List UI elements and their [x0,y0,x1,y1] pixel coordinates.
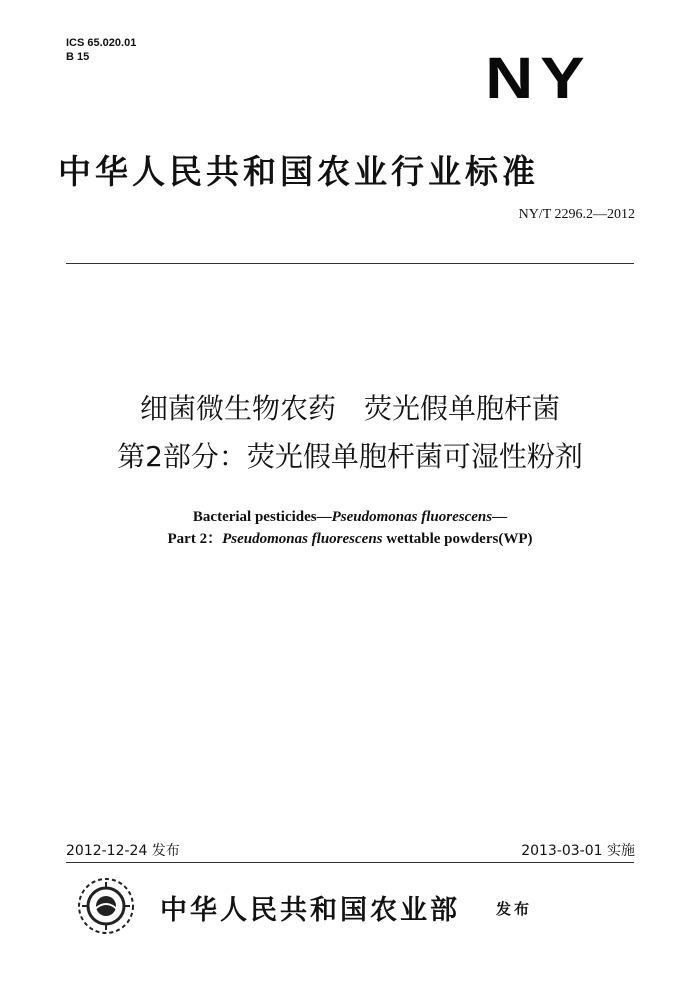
classification-codes [66,36,136,64]
standard-type-title: 中华人民共和国农业行业标准 [58,152,539,191]
header-divider [66,263,634,264]
ny-logo: NY [485,46,592,111]
species-name: Pseudomonas fluorescens [331,509,493,525]
species-name: Pseudomonas fluorescens [222,531,383,547]
english-title-text: wettable powders(WP) [382,531,533,547]
ministry-seal-icon [76,876,136,936]
issue-label: 发布 [496,900,533,918]
issuing-ministry: 中华人民共和国农业部 [160,895,460,926]
english-title-text: Bacterial pesticides— [192,509,332,525]
english-title-dash: — [492,509,508,525]
english-title-part: Part 2： [167,531,223,547]
english-title-line-2 [60,528,640,550]
english-title-line-1 [60,506,640,528]
footer-divider [66,862,634,863]
standard-number: NY/T 2296.2—2012 [518,207,635,222]
implement-date: 2013-03-01 实施 [521,843,635,859]
ccs-code: B 15 [66,51,90,63]
publish-date: 2012-12-24 发布 [66,843,180,859]
english-title [60,506,640,550]
ics-code: ICS 65.020.01 [66,37,137,49]
chinese-title-line-1: 细菌微生物农药 荧光假单胞杆菌 [139,392,560,425]
chinese-title-line-2: 第2部分：荧光假单胞杆菌可湿性粉剂 [117,440,583,473]
